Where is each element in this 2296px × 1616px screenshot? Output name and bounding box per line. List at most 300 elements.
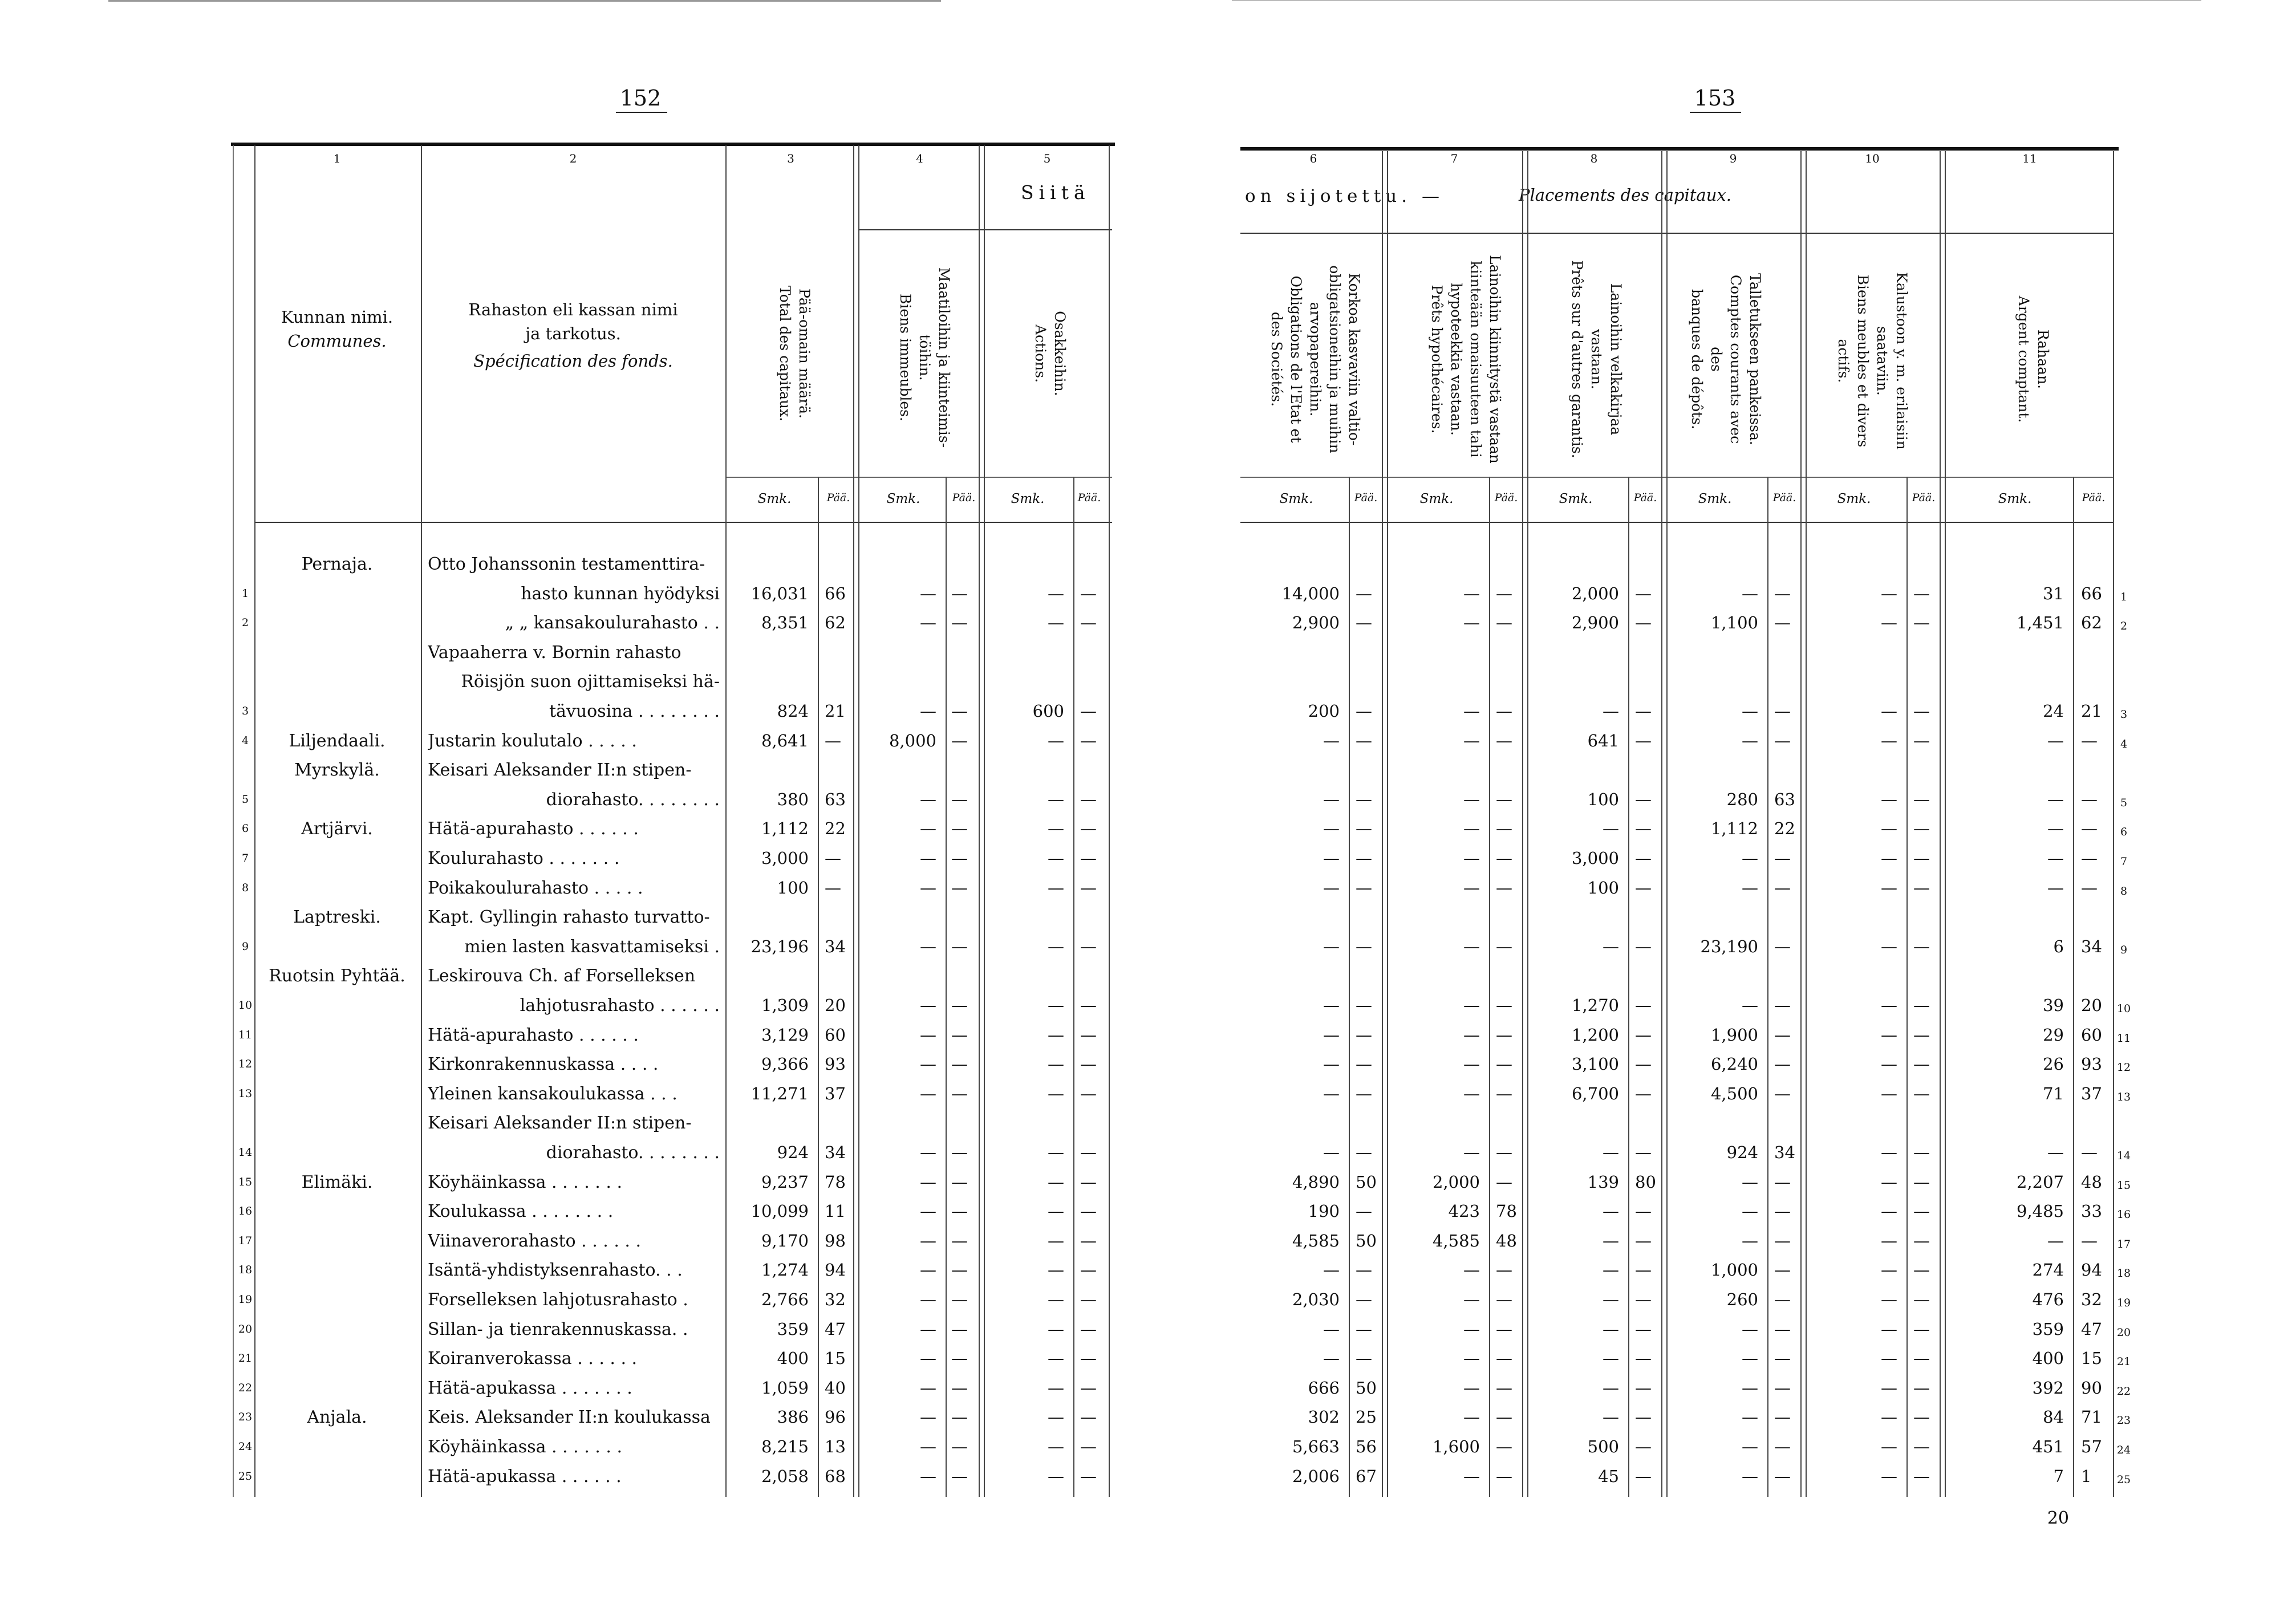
amount-pennies: 21 [825, 701, 846, 721]
row-number: 6 [241, 822, 249, 835]
fund-name: Köyhäinkassa . . . . . . . [428, 1172, 622, 1192]
amount-marks: — [1881, 1378, 1897, 1398]
amount-marks: 6,240 [1710, 1054, 1758, 1074]
fund-name: Sillan- ja tienrakennuskassa. . [428, 1319, 688, 1339]
unit-mk-col5: Smk. [1011, 492, 1045, 506]
amount-pennies: 34 [1774, 1143, 1795, 1162]
amount-pennies: — [1496, 1319, 1512, 1339]
amount-pennies: — [1913, 1231, 1930, 1250]
col-number-10: 10 [1865, 152, 1880, 165]
row-number: 8 [2120, 884, 2128, 898]
amount-marks: 1,900 [1710, 1025, 1758, 1045]
amount-marks: — [1603, 1378, 1619, 1398]
amount-pennies: 62 [825, 613, 846, 633]
amount-pennies: 15 [825, 1349, 846, 1369]
row-number: 14 [2116, 1150, 2131, 1162]
amount-marks: 3,129 [761, 1025, 809, 1045]
amount-pennies: 33 [2081, 1201, 2102, 1221]
amount-marks: 924 [1726, 1143, 1758, 1162]
row-number: 2 [2120, 620, 2128, 633]
col-rule-double [1800, 151, 1807, 1497]
amount-pennies: — [1635, 1143, 1652, 1162]
amount-marks: — [920, 1290, 936, 1309]
unit-mk-col9: Smk. [1698, 492, 1732, 506]
amount-marks: — [1603, 1290, 1619, 1309]
page-number-right: 153 [1694, 86, 1736, 111]
amount-marks: — [2047, 878, 2064, 898]
amount-pennies: 63 [1774, 789, 1795, 809]
amount-pennies: — [1496, 1437, 1512, 1456]
amount-marks: — [920, 1231, 936, 1250]
amount-pennies: — [1080, 1054, 1097, 1074]
amount-pennies: 50 [1356, 1378, 1377, 1398]
amount-marks: — [1323, 1054, 1340, 1074]
col-number-2: 2 [569, 152, 577, 165]
amount-pennies: — [1080, 1437, 1097, 1456]
amount-marks: 16,031 [751, 583, 809, 603]
col-rule-double [979, 145, 985, 1497]
amount-marks: 71 [2043, 1083, 2064, 1103]
amount-marks: — [1323, 1349, 1340, 1369]
amount-pennies: — [1496, 613, 1512, 633]
amount-marks: — [1463, 1319, 1480, 1339]
commune-name: Myrskylä. [294, 760, 380, 781]
amount-pennies: — [1356, 936, 1372, 956]
amount-pennies: — [1635, 1231, 1652, 1250]
amount-pennies: — [1635, 1407, 1652, 1427]
amount-pennies: — [1080, 936, 1097, 956]
amount-pennies: — [1496, 848, 1512, 868]
col-number-7: 7 [1450, 152, 1458, 165]
row-number: 22 [2116, 1384, 2131, 1398]
amount-pennies: — [1635, 1083, 1652, 1103]
fund-name: Hätä-apurahasto . . . . . . [428, 819, 639, 839]
amount-marks: — [1463, 878, 1480, 898]
amount-marks: 666 [1308, 1378, 1340, 1398]
amount-pennies: — [1356, 996, 1372, 1015]
amount-marks: — [1463, 996, 1480, 1015]
fund-name: Köyhäinkassa . . . . . . . [428, 1437, 622, 1457]
amount-marks: 1,451 [2016, 613, 2064, 633]
header-subrule [1240, 233, 2113, 234]
amount-pennies: — [1913, 583, 1930, 603]
row-number: 25 [2116, 1473, 2131, 1486]
amount-marks: — [1742, 878, 1758, 898]
col-rule-double [1382, 151, 1388, 1497]
amount-pennies: — [1080, 1349, 1097, 1369]
col-rule-double [1940, 151, 1946, 1497]
amount-marks: — [1048, 1143, 1064, 1162]
amount-pennies: 60 [825, 1025, 846, 1045]
amount-pennies: — [2081, 1231, 2098, 1250]
amount-pennies: — [1496, 936, 1512, 956]
amount-pennies: 48 [1496, 1231, 1517, 1250]
amount-marks: — [920, 701, 936, 721]
amount-marks: — [1048, 1290, 1064, 1309]
amount-marks: 200 [1308, 701, 1340, 721]
fund-name: Kirkonrakennuskassa . . . . [428, 1054, 659, 1075]
amount-pennies: 20 [2081, 996, 2102, 1015]
col-rule-pen [1489, 477, 1490, 1497]
row-number: 10 [2116, 1002, 2131, 1015]
amount-marks: 1,309 [761, 996, 809, 1015]
amount-marks: — [1463, 583, 1480, 603]
row-number: 24 [238, 1440, 253, 1453]
amount-marks: — [1323, 1083, 1340, 1103]
amount-pennies: — [2081, 848, 2098, 868]
amount-marks: 9,237 [761, 1172, 809, 1192]
amount-pennies: — [1080, 848, 1097, 868]
fund-name: Koiranverokassa . . . . . . [428, 1349, 638, 1369]
amount-pennies: — [1635, 848, 1652, 868]
unit-mk-col6: Smk. [1279, 492, 1313, 506]
amount-pennies: — [1080, 1378, 1097, 1398]
row-number: 19 [2116, 1297, 2131, 1309]
amount-pennies: — [951, 1231, 968, 1250]
unit-mk-col8: Smk. [1559, 492, 1593, 506]
amount-marks: 359 [777, 1319, 809, 1339]
amount-pennies: 62 [2081, 613, 2102, 633]
amount-pennies: — [1774, 1437, 1791, 1456]
col-rule [725, 145, 727, 1497]
fund-name: Röisjön suon ojittamiseksi hä- [461, 672, 720, 692]
fund-name: Hätä-apukassa . . . . . . [428, 1466, 622, 1487]
amount-pennies: — [951, 1319, 968, 1339]
amount-pennies: 15 [2081, 1349, 2102, 1369]
amount-pennies: 98 [825, 1231, 846, 1250]
amount-pennies: 78 [825, 1172, 846, 1192]
amount-marks: — [1881, 1407, 1897, 1427]
amount-marks: — [1323, 819, 1340, 839]
amount-marks: 2,030 [1292, 1290, 1340, 1309]
amount-marks: 274 [2032, 1260, 2064, 1280]
row-number: 3 [241, 705, 249, 717]
amount-marks: — [1881, 936, 1897, 956]
amount-marks: — [1881, 1054, 1897, 1074]
amount-pennies: 66 [2081, 583, 2102, 603]
amount-pennies: — [1635, 701, 1652, 721]
amount-marks: — [1463, 1466, 1480, 1486]
amount-marks: — [1742, 1378, 1758, 1398]
amount-pennies: — [1496, 730, 1512, 750]
header-mortgage-loans: Lainoihin kiinnitystä vastaan kiinteään omaisuuteen tahi hypoteekkia vastaan. Prêts hypothécaires. [1429, 255, 1503, 464]
amount-pennies: — [1913, 1143, 1930, 1162]
col-rule-double [1661, 151, 1668, 1497]
amount-marks: — [1463, 1025, 1480, 1045]
amount-marks: — [1742, 1437, 1758, 1456]
amount-marks: — [1742, 1407, 1758, 1427]
amount-marks: 824 [777, 701, 809, 721]
col-number-3: 3 [787, 152, 794, 165]
amount-pennies: — [1635, 996, 1652, 1015]
amount-marks: — [1463, 1290, 1480, 1309]
row-number: 15 [2116, 1179, 2131, 1192]
fund-name: Hätä-apurahasto . . . . . . [428, 1025, 639, 1045]
amount-pennies: 22 [1774, 819, 1795, 839]
amount-marks: — [1881, 613, 1897, 633]
amount-pennies: — [1913, 878, 1930, 898]
amount-marks: — [1742, 1349, 1758, 1369]
amount-marks: — [920, 613, 936, 633]
amount-pennies: — [1496, 789, 1512, 809]
amount-pennies: 56 [1356, 1437, 1377, 1456]
amount-marks: 8,641 [761, 730, 809, 750]
amount-pennies: — [825, 730, 841, 750]
row-number: 23 [238, 1411, 253, 1424]
row-number: 17 [238, 1234, 253, 1247]
row-number: 12 [2116, 1061, 2131, 1074]
amount-marks: — [2047, 848, 2064, 868]
amount-pennies: — [951, 878, 968, 898]
amount-marks: 4,500 [1710, 1083, 1758, 1103]
amount-marks: — [1881, 878, 1897, 898]
amount-marks: — [1742, 730, 1758, 750]
amount-pennies: — [1774, 1260, 1791, 1280]
unit-mk-col7: Smk. [1419, 492, 1454, 506]
amount-pennies: 96 [825, 1407, 846, 1427]
fund-name: Keis. Aleksander II:n koulukassa [428, 1407, 711, 1428]
amount-marks: — [1323, 1025, 1340, 1045]
amount-marks: — [1603, 936, 1619, 956]
amount-marks: — [1048, 1319, 1064, 1339]
amount-marks: — [1463, 848, 1480, 868]
amount-pennies: 60 [2081, 1025, 2102, 1045]
amount-pennies: — [1080, 1319, 1097, 1339]
row-number: 3 [2120, 708, 2128, 721]
amount-marks: 1,059 [761, 1378, 809, 1398]
amount-pennies: — [951, 1054, 968, 1074]
amount-marks: — [1742, 996, 1758, 1015]
amount-pennies: — [1913, 1054, 1930, 1074]
amount-pennies: — [951, 1260, 968, 1280]
amount-marks: 10,099 [751, 1201, 809, 1221]
amount-pennies: — [1496, 1349, 1512, 1369]
amount-marks: — [1048, 1083, 1064, 1103]
amount-marks: — [1603, 701, 1619, 721]
amount-pennies: 34 [825, 936, 846, 956]
amount-pennies: — [1635, 789, 1652, 809]
col-rule [1109, 145, 1110, 1497]
row-number: 5 [2120, 796, 2128, 809]
amount-pennies: — [2081, 878, 2098, 898]
amount-marks: 476 [2032, 1290, 2064, 1309]
row-number: 13 [2116, 1090, 2131, 1103]
fund-name: Yleinen kansakoulukassa . . . [428, 1083, 678, 1104]
header-shares: Osakkeihin. Actions. [1032, 311, 1068, 396]
amount-pennies: — [1913, 1083, 1930, 1103]
fund-name: tävuosina . . . . . . . . [549, 701, 720, 721]
amount-pennies: — [1913, 1349, 1930, 1369]
fund-name: Hätä-apukassa . . . . . . . [428, 1378, 632, 1398]
amount-marks: — [1048, 1025, 1064, 1045]
amount-marks: 1,200 [1571, 1025, 1619, 1045]
header-fund: Rahaston eli kassan nimi ja tarkotus. Spécification des fonds. [468, 300, 678, 371]
amount-pennies: — [1356, 1349, 1372, 1369]
amount-pennies: 63 [825, 789, 846, 809]
amount-marks: — [1881, 996, 1897, 1015]
amount-marks: — [1463, 936, 1480, 956]
amount-marks: 139 [1587, 1172, 1619, 1192]
col-number-8: 8 [1590, 152, 1598, 165]
amount-marks: — [1048, 730, 1064, 750]
unit-rule [727, 477, 1112, 478]
col-rule-pen [2073, 477, 2074, 1497]
amount-marks: — [1048, 878, 1064, 898]
amount-pennies: 47 [825, 1319, 846, 1339]
amount-marks: 400 [2032, 1349, 2064, 1369]
amount-pennies: — [1913, 819, 1930, 839]
row-number: 2 [241, 616, 249, 630]
amount-marks: 1,000 [1710, 1260, 1758, 1280]
amount-pennies: 47 [2081, 1319, 2102, 1339]
amount-marks: — [920, 1054, 936, 1074]
amount-marks: — [1881, 848, 1897, 868]
amount-marks: — [920, 1437, 936, 1456]
amount-marks: 100 [777, 878, 809, 898]
row-number: 20 [2116, 1326, 2131, 1339]
amount-pennies: — [1496, 1260, 1512, 1280]
header-bonds: Korkoa kasvaviin valtio- obligatsioneihin ja muihin arvopapereihin. Obligations de l'Etat et des Sociétés. [1268, 265, 1362, 453]
amount-pennies: 37 [2081, 1083, 2102, 1103]
row-number: 25 [238, 1469, 253, 1483]
unit-p-col4: Pää. [952, 492, 976, 504]
fund-name: Kapt. Gyllingin rahasto turvatto- [428, 907, 710, 928]
amount-marks: 100 [1587, 789, 1619, 809]
amount-marks: — [1048, 1378, 1064, 1398]
amount-marks: 4,890 [1292, 1172, 1340, 1192]
amount-marks: 3,000 [1571, 848, 1619, 868]
amount-pennies: — [951, 996, 968, 1015]
amount-pennies: — [1913, 1407, 1930, 1427]
amount-pennies: 40 [825, 1378, 846, 1398]
commune-name: Ruotsin Pyhtää. [269, 966, 405, 986]
amount-pennies: — [1356, 878, 1372, 898]
amount-marks: 302 [1308, 1407, 1340, 1427]
row-number: 8 [241, 881, 249, 894]
amount-pennies: 94 [825, 1260, 846, 1280]
amount-pennies: — [951, 936, 968, 956]
amount-pennies: — [1080, 1201, 1097, 1221]
unit-mk-col4: Smk. [886, 492, 920, 506]
amount-marks: 2,207 [2016, 1172, 2064, 1192]
amount-marks: — [1742, 701, 1758, 721]
amount-pennies: 22 [825, 819, 846, 839]
unit-p-col9: Pää. [1772, 492, 1796, 504]
amount-pennies: — [1080, 1143, 1097, 1162]
amount-pennies: — [1080, 613, 1097, 633]
amount-marks: 23,196 [751, 936, 809, 956]
amount-pennies: 93 [2081, 1054, 2102, 1074]
amount-marks: — [1463, 613, 1480, 633]
col-rule-pen [818, 477, 819, 1497]
amount-marks: 9,170 [761, 1231, 809, 1250]
amount-pennies: — [1496, 583, 1512, 603]
unit-p-col7: Pää. [1494, 492, 1518, 504]
amount-marks: — [1463, 789, 1480, 809]
col-number-4: 4 [916, 152, 923, 165]
amount-marks: 23,190 [1700, 936, 1758, 956]
amount-marks: — [1048, 1437, 1064, 1456]
amount-pennies: — [951, 1437, 968, 1456]
banner-sijotettu: on sijotettu. — [1245, 186, 1444, 206]
amount-marks: — [1048, 1349, 1064, 1369]
amount-marks: — [1048, 789, 1064, 809]
amount-marks: — [1463, 1143, 1480, 1162]
amount-pennies: — [1080, 996, 1097, 1015]
amount-pennies: — [951, 1172, 968, 1192]
amount-marks: — [1463, 701, 1480, 721]
amount-marks: — [1463, 1260, 1480, 1280]
amount-marks: — [1881, 583, 1897, 603]
row-number: 4 [2120, 737, 2128, 750]
row-number: 14 [238, 1146, 253, 1159]
amount-pennies: — [951, 1025, 968, 1045]
amount-marks: 500 [1587, 1437, 1619, 1456]
amount-marks: — [920, 583, 936, 603]
amount-marks: 2,900 [1571, 613, 1619, 633]
amount-pennies: — [1913, 1025, 1930, 1045]
amount-pennies: 25 [1356, 1407, 1377, 1427]
amount-pennies: 57 [2081, 1437, 2102, 1456]
fund-name: Forselleksen lahjotusrahasto . [428, 1290, 688, 1310]
row-number: 19 [238, 1293, 253, 1306]
amount-marks: — [2047, 789, 2064, 809]
amount-marks: — [1742, 1201, 1758, 1221]
amount-pennies: — [1080, 1025, 1097, 1045]
amount-pennies: — [951, 819, 968, 839]
amount-marks: 3,000 [761, 848, 809, 868]
amount-pennies: 93 [825, 1054, 846, 1074]
amount-marks: — [920, 996, 936, 1015]
col-rule-pen [1767, 477, 1768, 1497]
amount-marks: — [1742, 583, 1758, 603]
amount-marks: — [1742, 1466, 1758, 1486]
col-number-9: 9 [1729, 152, 1737, 165]
amount-marks: 9,485 [2016, 1201, 2064, 1221]
amount-marks: 641 [1587, 730, 1619, 750]
amount-marks: — [920, 1083, 936, 1103]
header-subrule [858, 229, 1112, 230]
amount-pennies: — [1774, 1319, 1791, 1339]
amount-pennies: — [1496, 878, 1512, 898]
amount-marks: — [2047, 819, 2064, 839]
amount-pennies: 21 [2081, 701, 2102, 721]
amount-pennies: — [1774, 1290, 1791, 1309]
amount-pennies: — [1635, 1437, 1652, 1456]
amount-pennies: — [1080, 730, 1097, 750]
amount-pennies: — [825, 878, 841, 898]
amount-marks: 359 [2032, 1319, 2064, 1339]
amount-marks: 6 [2053, 936, 2064, 956]
amount-pennies: — [951, 583, 968, 603]
amount-pennies: — [1356, 1260, 1372, 1280]
amount-pennies: — [1635, 936, 1652, 956]
row-number: 21 [238, 1352, 253, 1365]
amount-pennies: — [1356, 1143, 1372, 1162]
row-number: 10 [238, 999, 253, 1012]
amount-marks: — [1323, 878, 1340, 898]
amount-marks: — [1048, 1201, 1064, 1221]
col-rule-pen [946, 477, 947, 1497]
amount-marks: — [1463, 730, 1480, 750]
amount-pennies: — [1080, 1083, 1097, 1103]
amount-pennies: — [951, 1466, 968, 1486]
amount-marks: — [1048, 613, 1064, 633]
row-number: 9 [2120, 943, 2128, 956]
amount-pennies: — [2081, 789, 2098, 809]
amount-marks: 400 [777, 1349, 809, 1369]
amount-marks: — [920, 789, 936, 809]
